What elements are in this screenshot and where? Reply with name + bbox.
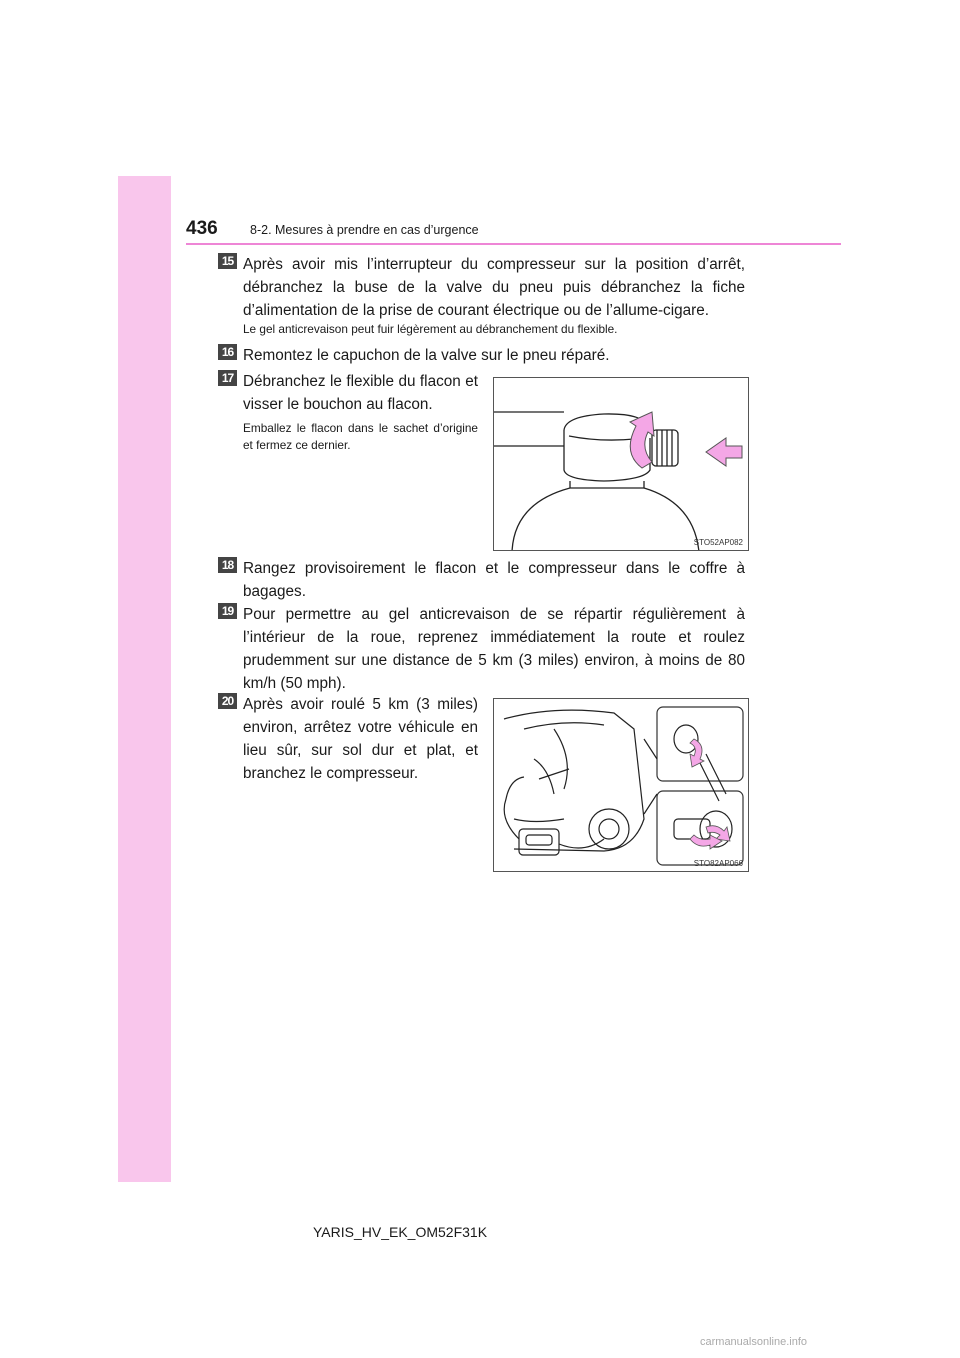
step-number-17: 17 bbox=[218, 370, 237, 386]
step-number-15: 15 bbox=[218, 253, 237, 269]
step-number-19: 19 bbox=[218, 603, 237, 619]
step-17-note: Emballez le flacon dans le sachet d’origine et fermez ce dernier. bbox=[243, 421, 478, 452]
step-19-text: Pour permettre au gel anticrevaison de se répartir régulièrement à l’intérieur de la roue, reprenez immédiatement la route et roulez prudemment sur une distance de 5 km (3 miles) environ, à moins de 80 km/h (50 mph). bbox=[243, 606, 745, 692]
step-15-text: Après avoir mis l’interrupteur du compresseur sur la position d’arrêt, débranchez la buse de la valve du pneu puis débranchez la fiche d’alimentation de la prise de courant électrique ou de l’allume-cigare. bbox=[243, 256, 745, 319]
car-compressor-illustration bbox=[494, 699, 749, 872]
watermark: carmanualsonline.info bbox=[700, 1336, 808, 1348]
step-number-16: 16 bbox=[218, 344, 237, 360]
figure-code: STO82AP066 bbox=[693, 859, 743, 868]
step-15-note: Le gel anticrevaison peut fuir légèrement au débranchement du flexible. bbox=[243, 322, 618, 336]
step-number-20: 20 bbox=[218, 693, 237, 709]
step-20-text: Après avoir roulé 5 km (3 miles) environ, arrêtez votre véhicule en lieu sûr, sur sol dur et plat, et branchez le compresseur. bbox=[243, 696, 478, 782]
bottle-cap-illustration bbox=[494, 378, 749, 551]
figure-car-compressor bbox=[493, 698, 749, 872]
step-18-text: Rangez provisoirement le flacon et le compresseur dans le coffre à bagages. bbox=[243, 560, 745, 600]
step-16-text: Remontez le capuchon de la valve sur le pneu réparé. bbox=[243, 347, 610, 364]
chapter-sidebar-tab bbox=[118, 176, 171, 1182]
document-code: YARIS_HV_EK_OM52F31K bbox=[313, 1224, 488, 1240]
figure-bottle-cap bbox=[493, 377, 749, 551]
header-rule bbox=[186, 243, 841, 245]
section-title: 8-2. Mesures à prendre en cas d’urgence bbox=[250, 223, 479, 237]
step-number-18: 18 bbox=[218, 557, 237, 573]
page-number: 436 bbox=[186, 218, 218, 239]
step-17-text: Débranchez le flexible du flacon et visser le bouchon au flacon. bbox=[243, 373, 478, 413]
figure-code: STO52AP082 bbox=[693, 538, 743, 547]
